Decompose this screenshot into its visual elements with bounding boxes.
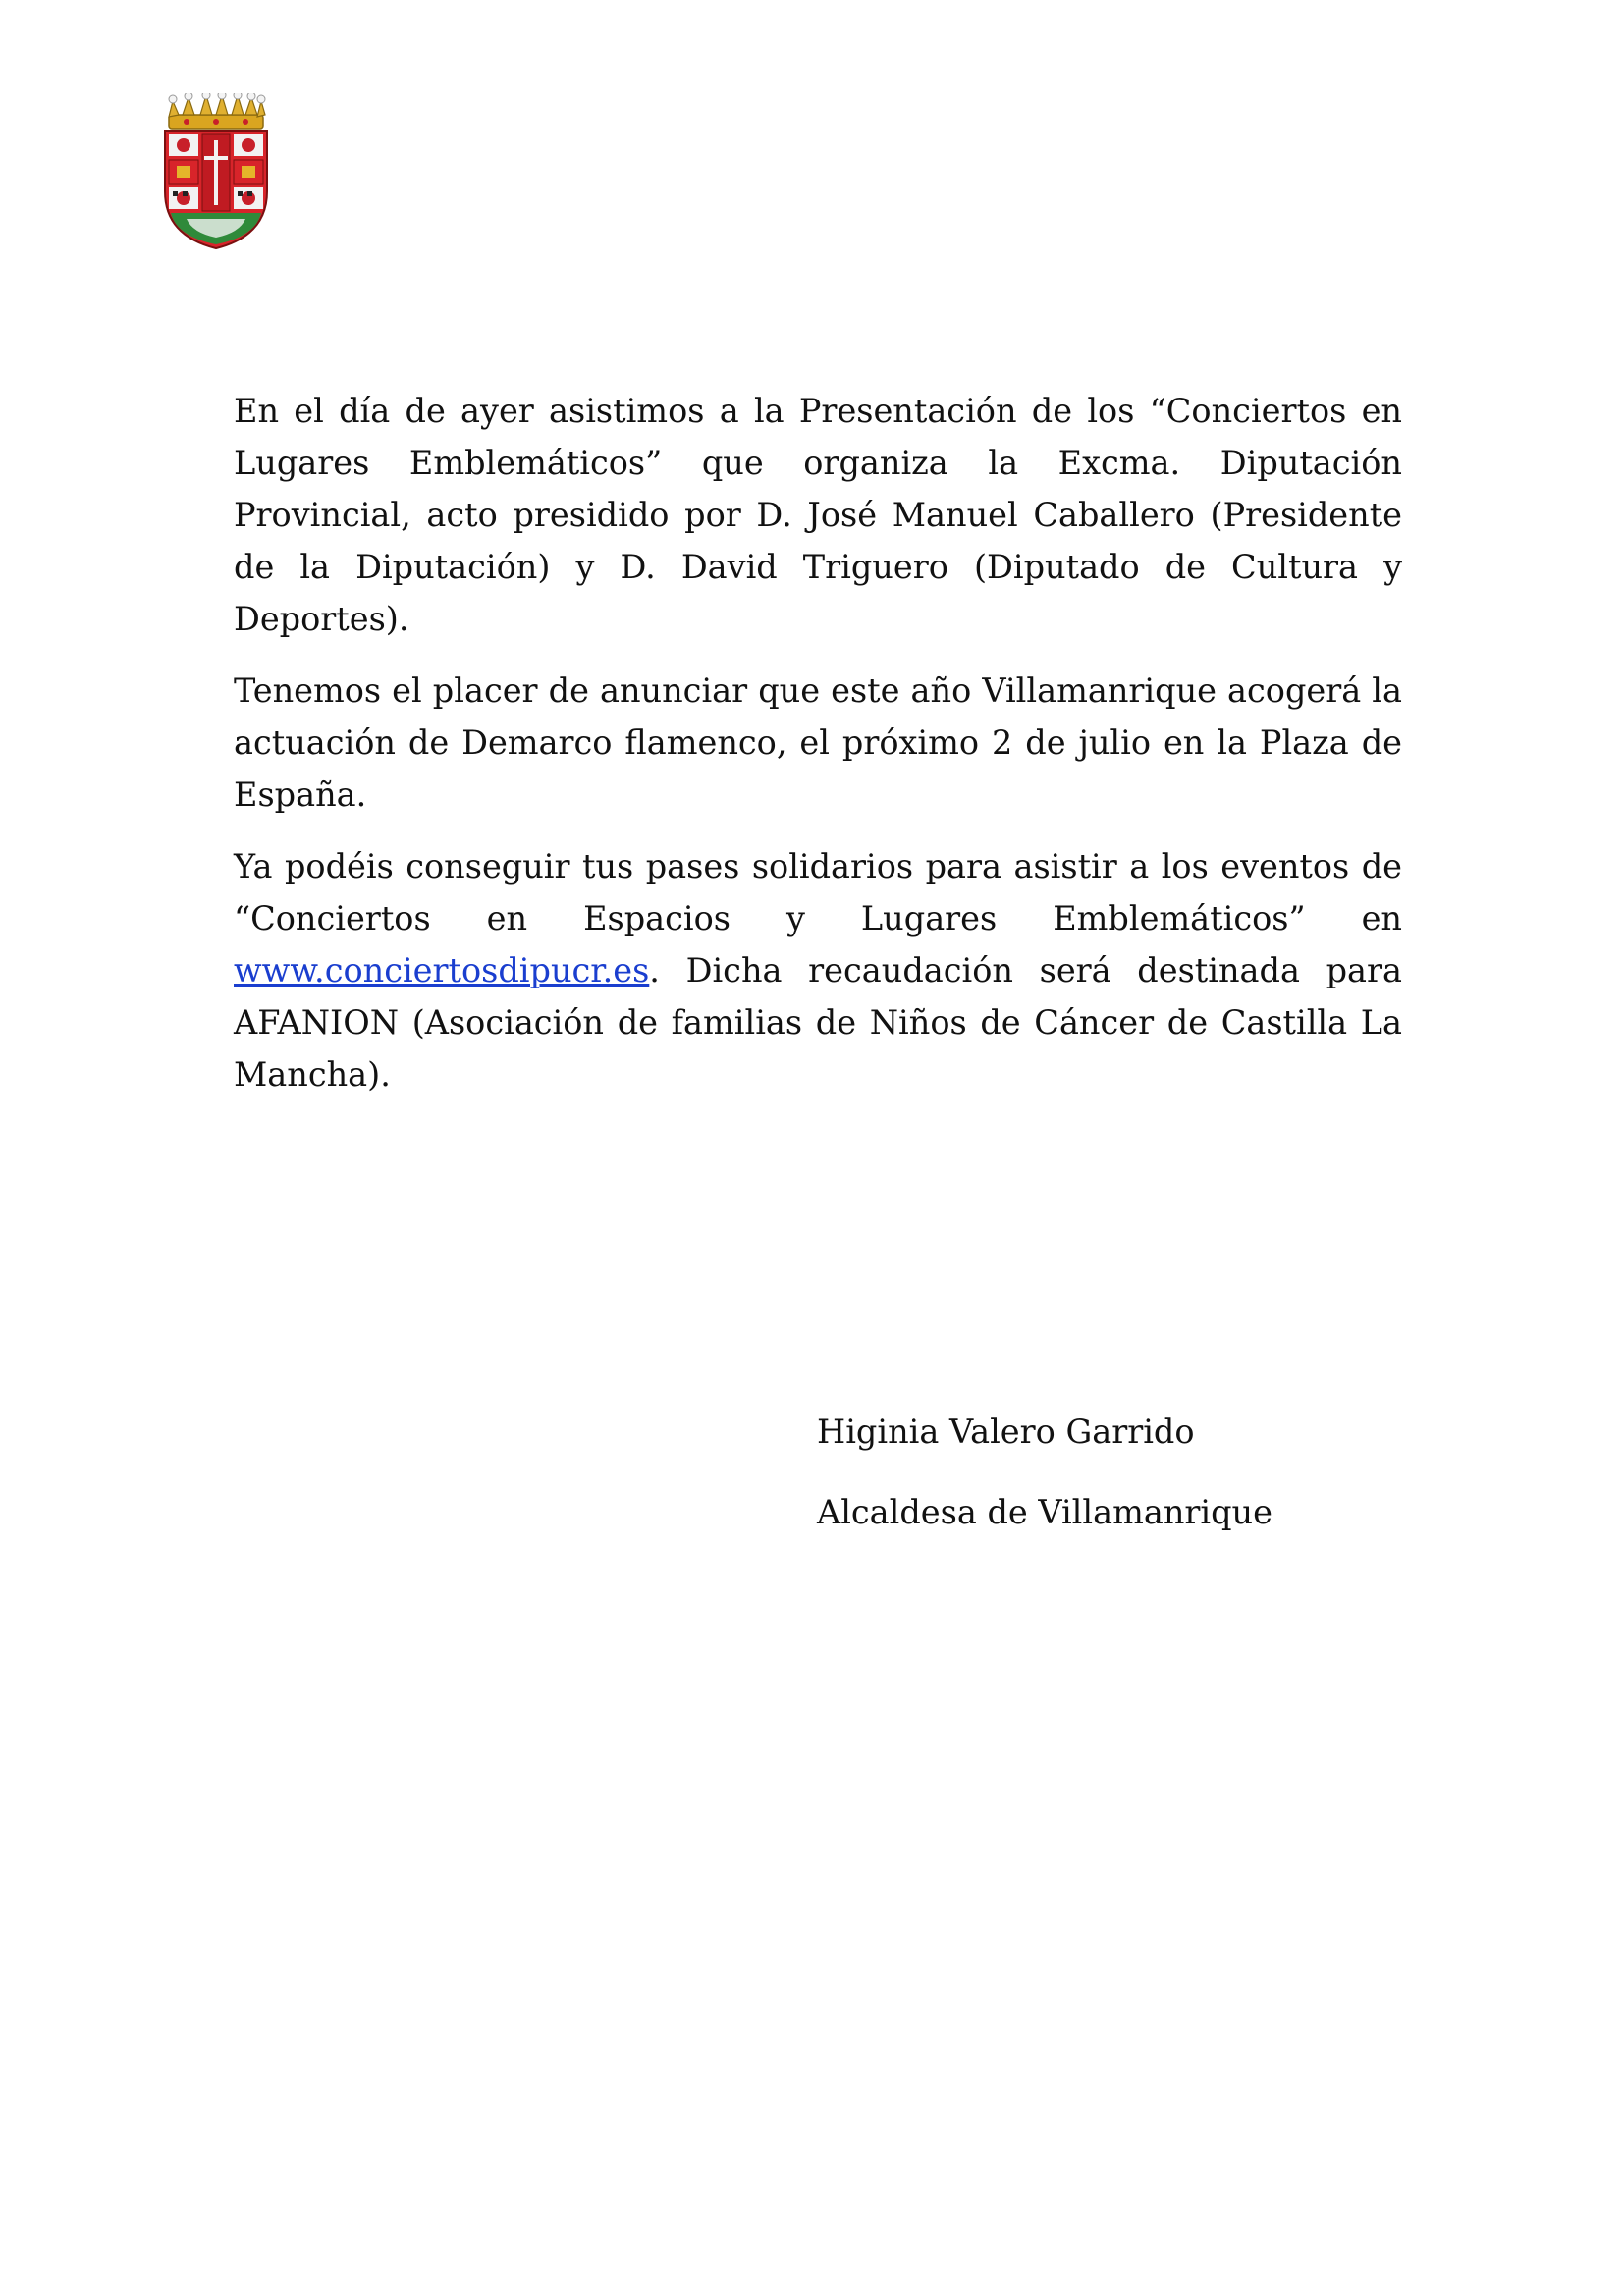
paragraph-tickets-end: . Dicha recaudación será destinada para AFANION (Asociación de familias de Niños de Cáncer de Castilla La Mancha). — [234, 951, 1402, 1094]
signatory-name: Higinia Valero Garrido — [817, 1413, 1195, 1451]
paragraph-announcement: Tenemos el placer de anunciar que este año Villamanrique acogerá la actuación de Demarco flamenco, el próximo 2 de julio en la Plaza de España. — [234, 671, 1402, 814]
coat-of-arms-icon — [147, 93, 285, 250]
paragraph-tickets — [234, 840, 1402, 1100]
conciertos-link[interactable]: www.conciertosdipucr.es — [234, 951, 650, 989]
signatory-title: Alcaldesa de Villamanrique — [817, 1493, 1272, 1531]
letter-body — [234, 385, 1402, 1120]
paragraph-presentation: En el día de ayer asistimos a la Presentación de los “Conciertos en Lugares Emblemáticos” que organiza la Excma. Diputación Provincial, acto presidido por D. José Manuel Caballero (Presidente de la Diputación) y D. David Triguero (Diputado de Cultura y Deportes). — [234, 392, 1402, 638]
paragraph-tickets-start: Ya podéis conseguir tus pases solidarios para asistir a los eventos de “Conciertos en Espacios y Lugares Emblemáticos” en — [234, 847, 1402, 937]
signature-block — [817, 1406, 1272, 1567]
